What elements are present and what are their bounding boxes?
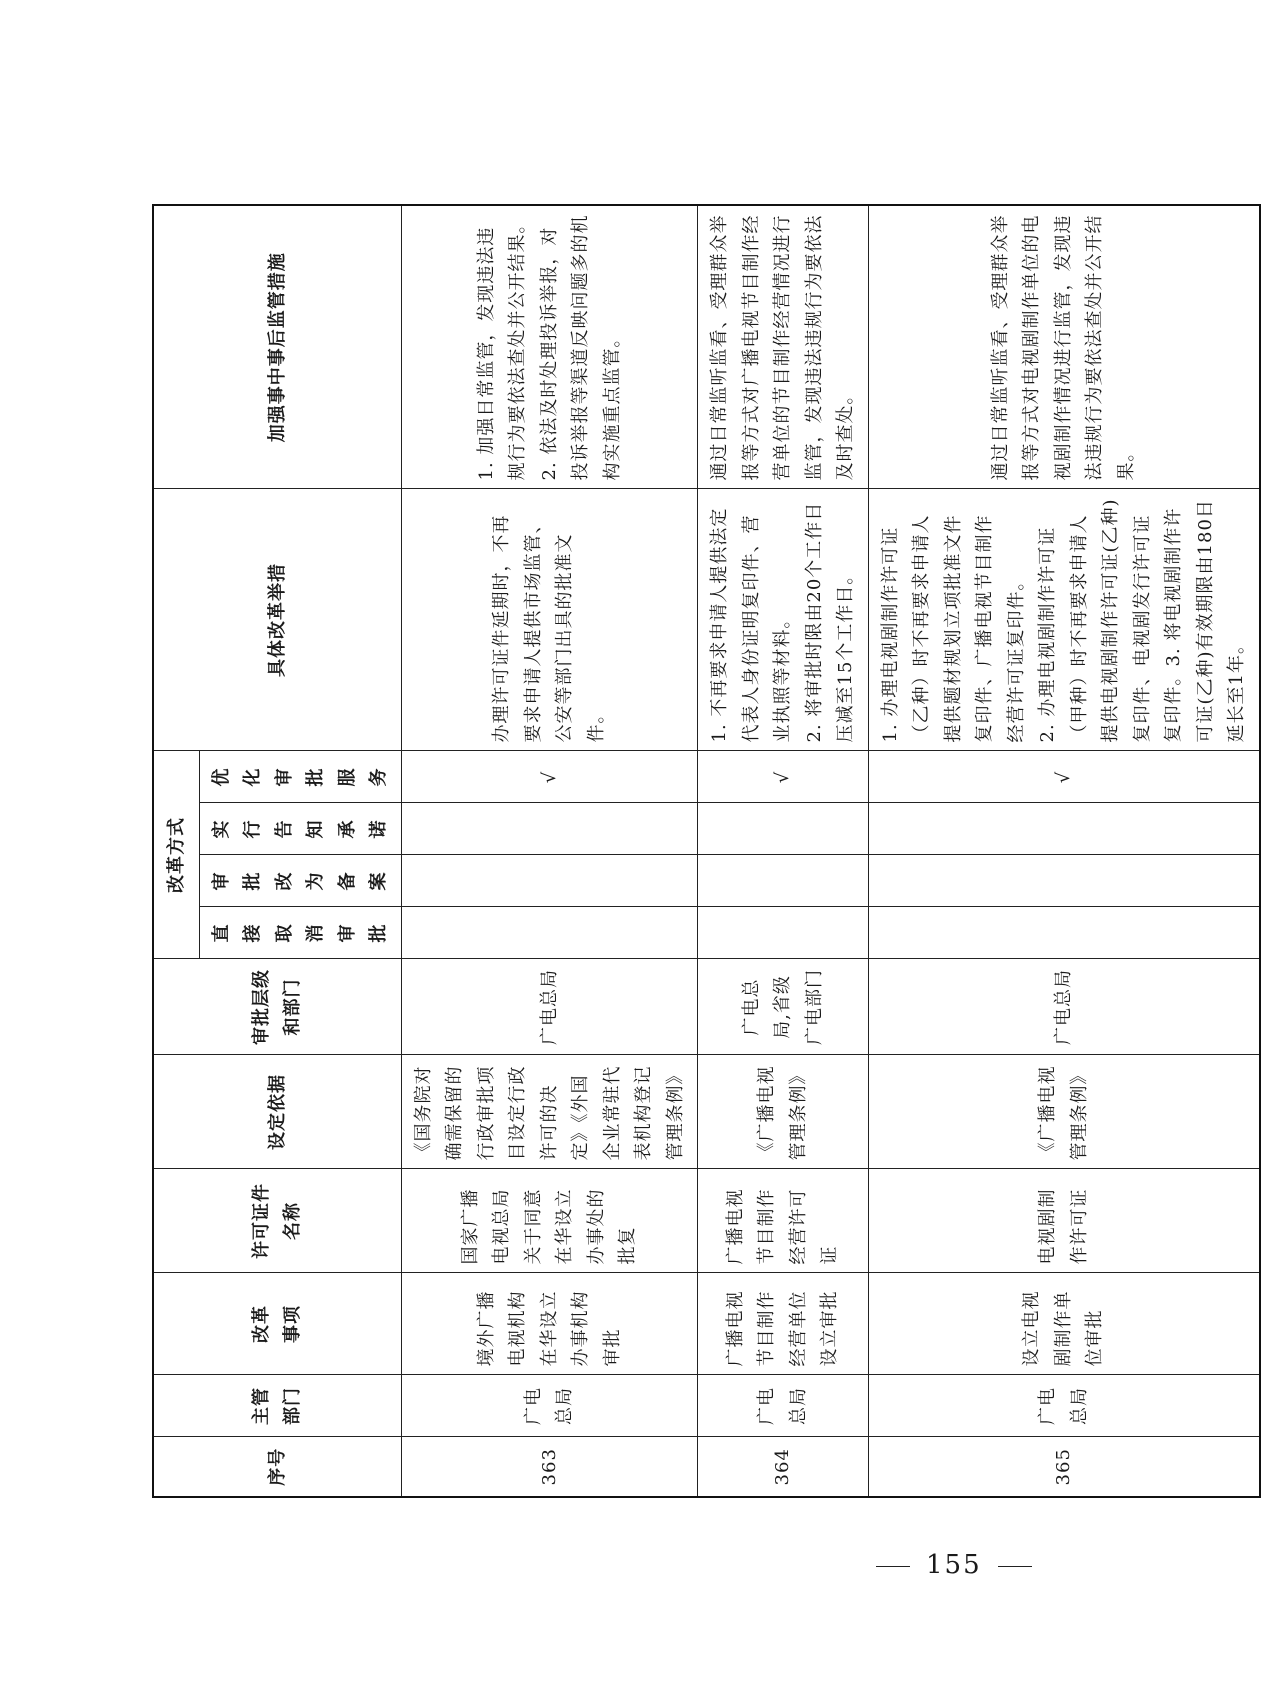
- table-row: [698, 205, 869, 1497]
- header-level: 审批层级 和部门: [153, 959, 401, 1055]
- row-record-mark: [698, 855, 869, 907]
- table-row: [868, 205, 1260, 1497]
- row-index: 365: [868, 1437, 1260, 1497]
- header-item: 改革 事项: [153, 1273, 401, 1375]
- row-item: 境外广播电视机构在华设立办事机构审批: [401, 1273, 698, 1375]
- row-optimize-checkmark: √: [401, 751, 698, 803]
- row-optimize-checkmark: √: [698, 751, 869, 803]
- header-supervision: 加强事中事后监管措施: [153, 205, 401, 489]
- header-index: 序号: [153, 1437, 401, 1497]
- row-basis: 《广播电视管理条例》: [868, 1055, 1260, 1169]
- row-cancel-mark: [868, 907, 1260, 959]
- header-method-cancel: 直接 取消 审批: [199, 907, 401, 959]
- row-measures: 1. 不再要求申请人提供法定代表人身份证明复印件、营业执照等材料。 2. 将审批时限由20个工作日压减至15个工作日。: [698, 489, 869, 751]
- reform-table: [152, 204, 1261, 1498]
- header-dept: 主管 部门: [153, 1375, 401, 1437]
- row-record-mark: [401, 855, 698, 907]
- row-dept: 广电总局: [698, 1375, 869, 1437]
- row-item: 设立电视剧制作单位审批: [868, 1273, 1260, 1375]
- row-basis: 《广播电视管理条例》: [698, 1055, 869, 1169]
- row-license: 国家广播电视总局关于同意在华设立办事处的批复: [401, 1169, 698, 1273]
- page-number-value: 155: [926, 1550, 982, 1580]
- row-cancel-mark: [698, 907, 869, 959]
- page-number: [860, 1550, 1048, 1580]
- row-optimize-checkmark: √: [868, 751, 1260, 803]
- table-row: [401, 205, 698, 1497]
- row-level: 广电总局,省级广电部门: [698, 959, 869, 1055]
- row-item: 广播电视节目制作经营单位设立审批: [698, 1273, 869, 1375]
- page-number-right-dash: [998, 1566, 1032, 1567]
- row-index: 364: [698, 1437, 869, 1497]
- header-method-optimize: 优化 审批 服务: [199, 751, 401, 803]
- row-level: 广电总局: [401, 959, 698, 1055]
- header-method-notice: 实行 告知 承诺: [199, 803, 401, 855]
- row-dept: 广电总局: [401, 1375, 698, 1437]
- row-measures: 办理许可证件延期时，不再要求申请人提供市场监管、公安等部门出具的批准文件。: [401, 489, 698, 751]
- row-basis: 《国务院对确需保留的行政审批项目设定行政许可的决定》《外国企业常驻代表机构登记管理条例》: [401, 1055, 698, 1169]
- row-supervision: 通过日常监听监看、受理群众举报等方式对电视剧制作单位的电视剧制作情况进行监管，发现违法违规行为要依法查处并公开结果。: [868, 205, 1260, 489]
- row-measures: 1. 办理电视剧制作许可证（乙种）时不再要求申请人提供题材规划立项批准文件复印件、广播电视节目制作经营许可证复印件。 2. 办理电视剧制作许可证（甲种）时不再要求申请人提供电视剧制作许可证(乙种)复印件、电视剧发行许可证复印件。3. 将电视剧制作许可证(乙种)有效期限由180日延长至1年。: [868, 489, 1260, 751]
- row-notice-mark: [868, 803, 1260, 855]
- header-measures: 具体改革举措: [153, 489, 401, 751]
- header-method-record: 审批 改为 备案: [199, 855, 401, 907]
- row-supervision: 通过日常监听监看、受理群众举报等方式对广播电视节目制作经营单位的节目制作经营情况进行监管，发现违法违规行为要依法及时查处。: [698, 205, 869, 489]
- row-level: 广电总局: [868, 959, 1260, 1055]
- row-record-mark: [868, 855, 1260, 907]
- row-license: 广播电视节目制作经营许可证: [698, 1169, 869, 1273]
- row-index: 363: [401, 1437, 698, 1497]
- row-notice-mark: [698, 803, 869, 855]
- row-cancel-mark: [401, 907, 698, 959]
- header-method-group: 改革方式: [153, 751, 199, 959]
- header-license: 许可证件 名称: [153, 1169, 401, 1273]
- rotated-table-container: [152, 206, 1247, 1498]
- page-number-left-dash: [876, 1566, 910, 1567]
- row-dept: 广电总局: [868, 1375, 1260, 1437]
- row-license: 电视剧制作许可证: [868, 1169, 1260, 1273]
- header-basis: 设定依据: [153, 1055, 401, 1169]
- row-notice-mark: [401, 803, 698, 855]
- row-supervision: 1. 加强日常监管，发现违法违规行为要依法查处并公开结果。 2. 依法及时处理投诉举报，对投诉举报等渠道反映问题多的机构实施重点监管。: [401, 205, 698, 489]
